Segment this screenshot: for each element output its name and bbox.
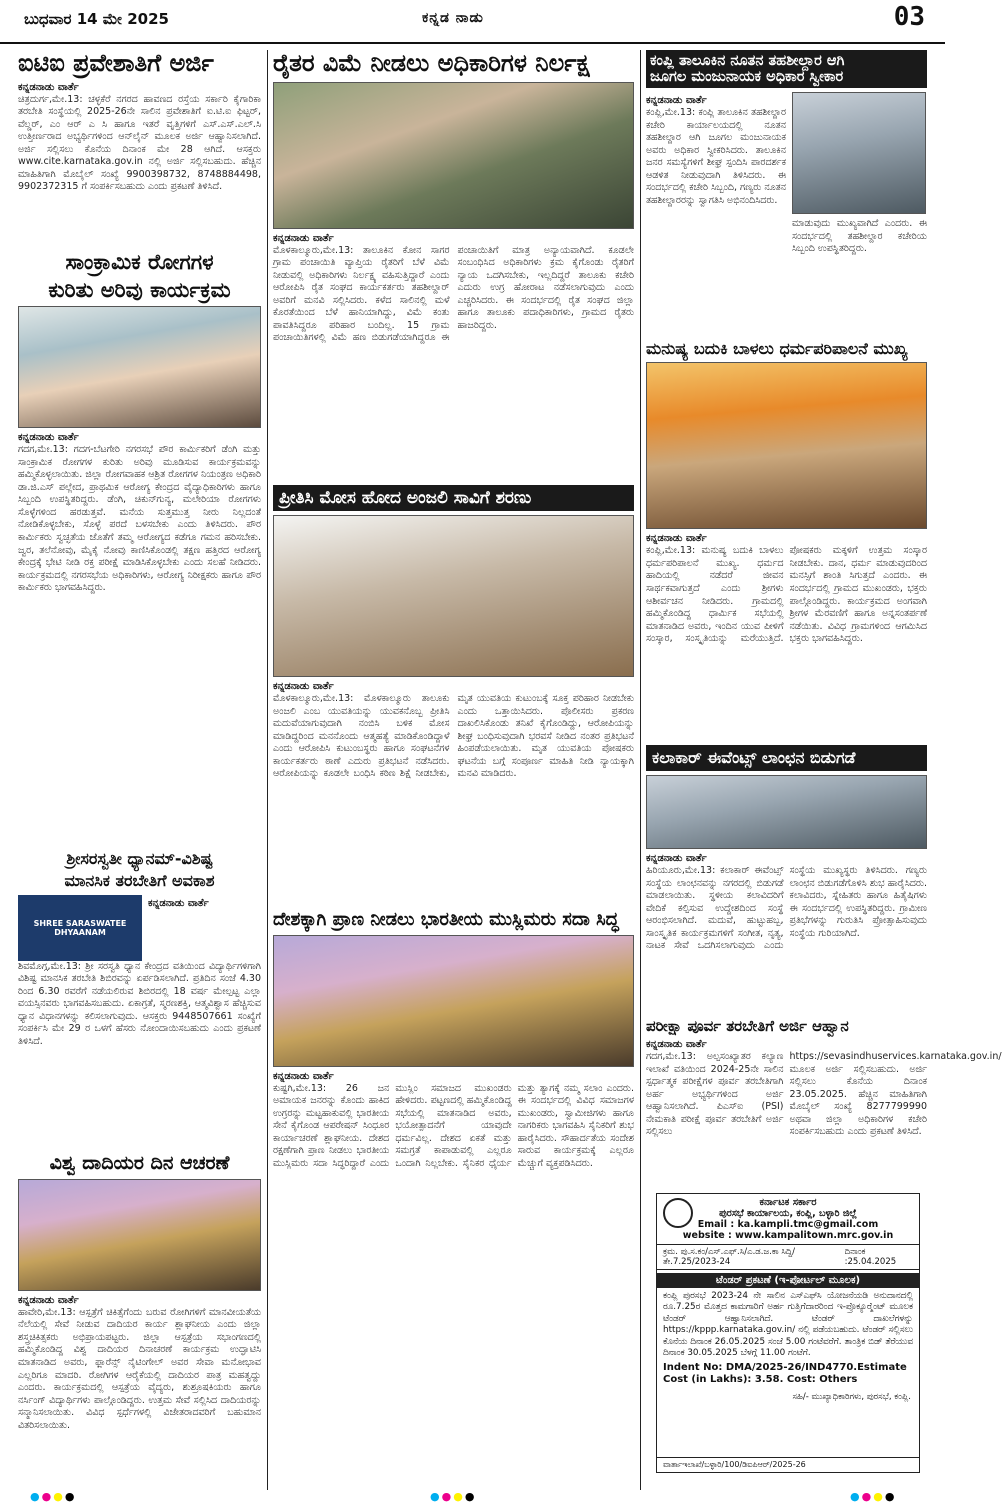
page-header [0, 0, 945, 44]
headline: ಕಲಾಕಾರ್ ಈವೆಂಟ್ಸ್ ಲಾಂಛನ ಬಿಡುಗಡೆ [646, 745, 927, 771]
article-disease-awareness [18, 250, 261, 820]
article-body: ಹಾವೇರಿ,ಮೇ.13: ಆಸ್ಪತ್ರೆಗೆ ಚಿಕಿತ್ಸೆಗೆಂದು ಬರುವ ರೋಗಿಗಳಿಗೆ ಮಾನವೀಯತೆಯ ನೆಲೆಯಲ್ಲಿ ಸೇವೆ ನೀಡುವ ದಾದಿಯರ ಕಾರ್ಯ ಶ್ಲಾಘನೀಯ ಎಂದು ಜಿಲ್ಲಾ ಶಸ್ತ್ರಚಿಕಿತ್ಸಕರು ಅಭಿಪ್ರಾಯಪಟ್ಟರು. ಜಿಲ್ಲಾ ಆಸ್ಪತ್ರೆಯ ಸಭಾಂಗಣದಲ್ಲಿ ಹಮ್ಮಿಕೊಂಡಿದ್ದ ವಿಶ್ವ ದಾದಿಯರ ದಿನಾಚರಣೆ ಕಾರ್ಯಕ್ರಮ ಉದ್ಘಾಟಿಸಿ ಮಾತನಾಡಿದ ಅವರು, ಫ್ಲಾರೆನ್ಸ್ ನೈಟಿಂಗೇಲ್ ಅವರ ಸೇವಾ ಮನೋಭಾವ ಎಲ್ಲರಿಗೂ ಮಾದರಿ. ರೋಗಿಗಳ ಆರೈಕೆಯಲ್ಲಿ ದಾದಿಯರ ಪಾತ್ರ ಮಹತ್ವದ್ದು ಎಂದರು. ಕಾರ್ಯಕ್ರಮದಲ್ಲಿ ಆಸ್ಪತ್ರೆಯ ವೈದ್ಯರು, ಶುಶ್ರೂಷಕಿಯರು ಹಾಗೂ ನರ್ಸಿಂಗ್ ವಿದ್ಯಾರ್ಥಿಗಳು ಪಾಲ್ಗೊಂಡಿದ್ದರು. ಉತ್ತಮ ಸೇವೆ ಸಲ್ಲಿಸಿದ ದಾದಿಯರನ್ನು ಸನ್ಮಾನಿಸಲಾಯಿತು. ವಿವಿಧ ಸ್ಪರ್ಧೆಗಳಲ್ಲಿ ವಿಜೇತರಾದವರಿಗೆ ಬಹುಮಾನ ವಿತರಿಸಲಾಯಿತು. [18, 1306, 261, 1431]
ad-notice-title: ಟೆಂಡರ್ ಪ್ರಕಟಣೆ (ಇ-ಪೋರ್ಟಲ್ ಮೂಲಕ) [657, 1273, 919, 1288]
article-body: ಕಂಪ್ಲಿ,ಮೇ.13: ಮನುಷ್ಯ ಬದುಕಿ ಬಾಳಲು ಧರ್ಮಪರಿಪಾಲನೆ ಮುಖ್ಯ. ಧರ್ಮದ ಹಾದಿಯಲ್ಲಿ ನಡೆದರೆ ಜೀವನ ಸಾರ್ಥಕವಾಗುತ್ತದೆ ಎಂದು ಶ್ರೀಗಳು ಆಶೀರ್ವಚನ ನೀಡಿದರು. ಗ್ರಾಮದಲ್ಲಿ ಹಮ್ಮಿಕೊಂಡಿದ್ದ ಧಾರ್ಮಿಕ ಸಭೆಯಲ್ಲಿ ಮಾತನಾಡಿದ ಅವರು, ಇಂದಿನ ಯುವ ಪೀಳಿಗೆ ಸಂಸ್ಕಾರ, ಸಂಸ್ಕೃತಿಯನ್ನು ಮರೆಯುತ್ತಿದೆ. ಪೋಷಕರು ಮಕ್ಕಳಿಗೆ ಉತ್ತಮ ಸಂಸ್ಕಾರ ನೀಡಬೇಕು. ದಾನ, ಧರ್ಮ ಮಾಡುವುದರಿಂದ ಮನಸ್ಸಿಗೆ ಶಾಂತಿ ಸಿಗುತ್ತದೆ ಎಂದರು. ಈ ಸಂದರ್ಭದಲ್ಲಿ ಗ್ರಾಮದ ಮುಖಂಡರು, ಭಕ್ತರು ಪಾಲ್ಗೊಂಡಿದ್ದರು. ಕಾರ್ಯಕ್ರಮದ ಅಂಗವಾಗಿ ಶ್ರೀಗಳ ಮೆರವಣಿಗೆ ಹಾಗೂ ಅನ್ನಸಂತರ್ಪಣೆ ನಡೆಯಿತು. ವಿವಿಧ ಗ್ರಾಮಗಳಿಂದ ಆಗಮಿಸಿದ ಭಕ್ತರು ಭಾಗವಹಿಸಿದ್ದರು. [646, 545, 927, 645]
article-body: ಶಿವಮೊಗ್ಗ,ಮೇ.13: ಶ್ರೀ ಸರಸ್ವತಿ ಧ್ಯಾನ ಕೇಂದ್ರದ ವತಿಯಿಂದ ವಿದ್ಯಾರ್ಥಿಗಳಿಗಾಗಿ ವಿಶಿಷ್ಟ ಮಾನಸಿಕ ತರಬೇತಿ ಶಿಬಿರವನ್ನು ಏರ್ಪಡಿಸಲಾಗಿದೆ. ಪ್ರತಿದಿನ ಸಂಜೆ 4.30 ರಿಂದ 6.30 ರವರೆಗೆ ನಡೆಯಲಿರುವ ಶಿಬಿರದಲ್ಲಿ 18 ವರ್ಷ ಮೇಲ್ಪಟ್ಟ ಎಲ್ಲಾ ವಯಸ್ಸಿನವರು ಭಾಗವಹಿಸಬಹುದು. ಏಕಾಗ್ರತೆ, ಸ್ಮರಣಶಕ್ತಿ, ಆತ್ಮವಿಶ್ವಾಸ ಹೆಚ್ಚಿಸುವ ಧ್ಯಾನ ವಿಧಾನಗಳನ್ನು ಕಲಿಸಲಾಗುವುದು. ಆಸಕ್ತರು 9448507661 ಸಂಖ್ಯೆಗೆ ಸಂಪರ್ಕಿಸಿ ಮೇ 29 ರ ಒಳಗೆ ಹೆಸರು ನೋಂದಾಯಿಸಬಹುದು ಎಂದು ಪ್ರಕಟಣೆ ತಿಳಿಸಿದೆ. [18, 960, 261, 1047]
headline [646, 50, 927, 88]
article-body: ಹಿರಿಯೂರು,ಮೇ.13: ಕಲಾಕಾರ್ ಈವೆಂಟ್ಸ್ ಸಂಸ್ಥೆಯ ಲಾಂಛನವನ್ನು ನಗರದಲ್ಲಿ ಬಿಡುಗಡೆ ಮಾಡಲಾಯಿತು. ಸ್ಥಳೀಯ ಕಲಾವಿದರಿಗೆ ವೇದಿಕೆ ಕಲ್ಪಿಸುವ ಉದ್ದೇಶದಿಂದ ಸಂಸ್ಥೆ ಆರಂಭಿಸಲಾಗಿದೆ. ಮದುವೆ, ಹುಟ್ಟುಹಬ್ಬ, ಸಾಂಸ್ಕೃತಿಕ ಕಾರ್ಯಕ್ರಮಗಳಿಗೆ ಸಂಗೀತ, ನೃತ್ಯ, ನಾಟಕ ಸೇವೆ ಒದಗಿಸಲಾಗುವುದು ಎಂದು ಸಂಸ್ಥೆಯ ಮುಖ್ಯಸ್ಥರು ತಿಳಿಸಿದರು. ಗಣ್ಯರು ಲಾಂಛನ ಬಿಡುಗಡೆಗೊಳಿಸಿ ಶುಭ ಹಾರೈಸಿದರು. ಕಲಾವಿದರು, ಸ್ನೇಹಿತರು ಹಾಗೂ ಹಿತೈಷಿಗಳು ಈ ಸಂದರ್ಭದಲ್ಲಿ ಉಪಸ್ಥಿತರಿದ್ದರು. ಗ್ರಾಮೀಣ ಪ್ರತಿಭೆಗಳನ್ನು ಗುರುತಿಸಿ ಪ್ರೋತ್ಸಾಹಿಸುವುದು ಸಂಸ್ಥೆಯ ಗುರಿಯಾಗಿದೆ. [646, 865, 927, 952]
byline: ಕನ್ನಡನಾಡು ವಾರ್ತೆ [273, 681, 334, 692]
ad-office: ಪುರಸಭೆ ಕಾರ್ಯಾಲಯ, ಕಂಪ್ಲಿ, ಬಳ್ಳಾರಿ ಜಿಲ್ಲೆ [719, 1208, 857, 1219]
newspaper-name: ಕನ್ನಡ ನಾಡು [422, 10, 484, 26]
ad-reference-row [657, 1244, 919, 1270]
article-iti-admission [18, 50, 261, 245]
article-body: ಮೊಳಕಾಲ್ಮೂರು,ಮೇ.13: ಮೊಳಕಾಲ್ಮೂರು ತಾಲೂಕು ಅಂಜಲಿ ಎಂಬ ಯುವತಿಯನ್ನು ಯುವಕನೊಬ್ಬ ಪ್ರೀತಿಸಿ ಮದುವೆಯಾಗುವುದಾಗಿ ನಂಬಿಸಿ ಬಳಿಕ ಮೋಸ ಮಾಡಿದ್ದರಿಂದ ಮನನೊಂದು ಆತ್ಮಹತ್ಯೆ ಮಾಡಿಕೊಂಡಿದ್ದಾಳೆ ಎಂದು ಆರೋಪಿಸಿ ಕುಟುಂಬಸ್ಥರು ಹಾಗೂ ಸಂಘಟನೆಗಳ ಕಾರ್ಯಕರ್ತರು ಠಾಣೆ ಎದುರು ಪ್ರತಿಭಟನೆ ನಡೆಸಿದರು. ಆರೋಪಿಯನ್ನು ಕೂಡಲೇ ಬಂಧಿಸಿ ಕಠಿಣ ಶಿಕ್ಷೆ ನೀಡಬೇಕು, ಮೃತ ಯುವತಿಯ ಕುಟುಂಬಕ್ಕೆ ಸೂಕ್ತ ಪರಿಹಾರ ನೀಡಬೇಕು ಎಂದು ಒತ್ತಾಯಿಸಿದರು. ಪೊಲೀಸರು ಪ್ರಕರಣ ದಾಖಲಿಸಿಕೊಂಡು ತನಿಖೆ ಕೈಗೊಂಡಿದ್ದು, ಆರೋಪಿಯನ್ನು ಶೀಘ್ರ ಬಂಧಿಸುವುದಾಗಿ ಭರವಸೆ ನೀಡಿದ ನಂತರ ಪ್ರತಿಭಟನೆ ಹಿಂಪಡೆಯಲಾಯಿತು. ಮೃತ ಯುವತಿಯ ಪೋಷಕರು ಘಟನೆಯ ಬಗ್ಗೆ ಸಂಪೂರ್ಣ ಮಾಹಿತಿ ನೀಡಿ ನ್ಯಾಯಕ್ಕಾಗಿ ಮನವಿ ಮಾಡಿದರು. [273, 693, 634, 780]
headline-line2: ಕುರಿತು ಅರಿವು ಕಾರ್ಯಕ್ರಮ [48, 278, 231, 303]
byline: ಕನ್ನಡನಾಡು ವಾರ್ತೆ [273, 232, 334, 244]
byline: ಕನ್ನಡನಾಡು ವಾರ್ತೆ [646, 95, 707, 106]
article-saraswati-dhyanam [18, 850, 261, 1150]
article-farmers-insurance [273, 50, 634, 480]
column-divider [640, 50, 641, 1490]
protest-photo [273, 82, 634, 229]
headline-line2: ಜೂಗಲ ಮಂಜುನಾಯಕ ಅಧಿಕಾರ ಸ್ವೀಕಾರ [650, 69, 844, 85]
headline-line1: ಕಂಪ್ಲಿ ತಾಲೂಕಿನ ನೂತನ ತಹಶೀಲ್ದಾರ ಆಗಿ [650, 53, 845, 69]
ad-email: Email : ka.kampli.tmc@gmail.com [697, 1219, 879, 1230]
ad-ref-number: ಕ್ರಮ. ಪು.ಸ.ಕಂ/ಎಸ್.ಎಫ್.ಸಿ/ಎ.ಡ.ಜ.ಕಾ ಸಿದ್ದಿ/ತೇ.7.25/2023-24 [663, 1247, 795, 1267]
portrait-photo [792, 92, 926, 214]
article-kalakar-events [646, 745, 927, 1010]
photo-caption: ಮಾಡುವುದು ಮುಖ್ಯವಾಗಿದೆ ಎಂದರು. ಈ ಸಂದರ್ಭದಲ್ಲಿ ತಹಶೀಲ್ದಾರ ಕಚೇರಿಯ ಸಿಬ್ಬಂದಿ ಉಪಸ್ಥಿತರಿದ್ದರು. [792, 218, 927, 255]
ad-signature: ಸಹಿ/- ಮುಖ್ಯಾಧಿಕಾರಿಗಳು, ಪುರಸಭೆ, ಕಂಪ್ಲಿ. [792, 1391, 911, 1402]
headline-line2: ಮಾನಸಿಕ ತರಬೇತಿಗೆ ಅವಕಾಶ [64, 871, 215, 891]
registration-marks: ●●●● [30, 1490, 77, 1503]
article-muslims-ready [273, 910, 634, 1490]
registration-marks: ●●●● [430, 1490, 477, 1503]
ad-body: ಕಂಪ್ಲಿ ಪುರಸಭೆ 2023-24 ನೇ ಸಾಲಿನ ಎಸ್‍ಎಫ್‍ಸಿ ಯೋಜನೆಯಡಿ ಅನುದಾನದಲ್ಲಿ ರೂ.7.25ರ ಮೊತ್ತದ ಕಾಮಗಾರಿಗೆ ಅರ್ಹ ಗುತ್ತಿಗೆದಾರರಿಂದ ಇ-ಪ್ರೊಕ್ಯೂರ್‍ಮೆಂಟ್ ಮೂಲಕ ಟೆಂಡರ್ ಆಹ್ವಾನಿಸಲಾಗಿದೆ. ಟೆಂಡರ್ ದಾಖಲೆಗಳನ್ನು https://kppp.karnataka.gov.in/ ನಲ್ಲಿ ಪಡೆಯಬಹುದು. ಟೆಂಡರ್ ಸಲ್ಲಿಸಲು ಕೊನೆಯ ದಿನಾಂಕ 26.05.2025 ಸಂಜೆ 5.00 ಗಂಟೆವರೆಗೆ. ತಾಂತ್ರಿಕ ಬಿಡ್ ತೆರೆಯುವ ದಿನಾಂಕ 30.05.2025 ಬೆಳಗ್ಗೆ 11.00 ಗಂಟೆಗೆ. [663, 1291, 913, 1359]
course-banner: SHREE SARASWATEE DHYAANAM [18, 895, 142, 961]
article-new-tahsildar [646, 50, 927, 335]
headline: ದೇಶಕ್ಕಾಗಿ ಪ್ರಾಣ ನೀಡಲು ಭಾರತೀಯ ಮುಸ್ಲಿಮರು ಸದಾ ಸಿದ್ಧ [273, 909, 619, 930]
headline-line1: ಶ್ರೀಸರಸ್ವತೀ ಧ್ಯಾನಮ್-ವಿಶಿಷ್ಟ [66, 849, 213, 868]
column-divider [267, 50, 268, 1490]
headline: ಪ್ರೀತಿಸಿ ಮೋಸ ಹೋದ ಅಂಜಲಿ ಸಾವಿಗೆ ಶರಣು [273, 485, 634, 511]
article-body: ಗದಗ,ಮೇ.13: ಗದಗ-ಬೆಟಗೇರಿ ನಗರಸಭೆ ಪೌರ ಕಾರ್ಮಿಕರಿಗೆ ಡೆಂಗಿ ಮತ್ತು ಸಾಂಕ್ರಾಮಿಕ ರೋಗಗಳ ಕುರಿತು ಅರಿವು ಮೂಡಿಸುವ ಕಾರ್ಯಕ್ರಮವನ್ನು ಹಮ್ಮಿಕೊಳ್ಳಲಾಯಿತು. ಜಿಲ್ಲಾ ರೋಗವಾಹಕ ಆಶ್ರಿತ ರೋಗಗಳ ನಿಯಂತ್ರಣ ಅಧಿಕಾರಿ ಡಾ.ಜಿ.ಎಸ್ ಪಲ್ಲೇದ, ಪ್ರಾಥಮಿಕ ಆರೋಗ್ಯ ಕೇಂದ್ರದ ವೈದ್ಯಾಧಿಕಾರಿಗಳು ಹಾಗೂ ಸಿಬ್ಬಂದಿ ಉಪಸ್ಥಿತರಿದ್ದರು. ಡೆಂಗಿ, ಚಿಕುನ್‍ಗುನ್ಯ, ಮಲೇರಿಯಾ ರೋಗಗಳು ಸೊಳ್ಳೆಗಳಿಂದ ಹರಡುತ್ತವೆ. ಮನೆಯ ಸುತ್ತಮುತ್ತ ನೀರು ನಿಲ್ಲದಂತೆ ನೋಡಿಕೊಳ್ಳಬೇಕು, ಸೊಳ್ಳೆ ಪರದೆ ಬಳಸಬೇಕು ಎಂದು ತಿಳಿಸಿದರು. ಪೌರ ಕಾರ್ಮಿಕರು ಸ್ವಚ್ಛತೆಯ ಜೊತೆಗೆ ತಮ್ಮ ಆರೋಗ್ಯದ ಕಡೆಗೂ ಗಮನ ಹರಿಸಬೇಕು. ಜ್ವರ, ತಲೆನೋವು, ಮೈಕೈ ನೋವು ಕಾಣಿಸಿಕೊಂಡಲ್ಲಿ ತಕ್ಷಣ ಹತ್ತಿರದ ಆರೋಗ್ಯ ಕೇಂದ್ರಕ್ಕೆ ಭೇಟಿ ನೀಡಿ ರಕ್ತ ಪರೀಕ್ಷೆ ಮಾಡಿಸಿಕೊಳ್ಳಬೇಕು ಎಂದು ಸಲಹೆ ನೀಡಿದರು. ಕಾರ್ಯಕ್ರಮದಲ್ಲಿ ನಗರಸಭೆಯ ಅಧಿಕಾರಿಗಳು, ಆರೋಗ್ಯ ನಿರೀಕ್ಷಕರು ಹಾಗೂ ಪೌರ ಕಾರ್ಮಿಕರು ಭಾಗವಹಿಸಿದ್ದರು. [18, 444, 261, 594]
government-seal-icon [663, 1198, 693, 1228]
page-number: 03 [893, 2, 925, 32]
headline-line1: ಸಾಂಕ್ರಾಮಿಕ ರೋಗಗಳ [65, 250, 214, 274]
headline: ಐಟಿಐ ಪ್ರವೇಶಾತಿಗೆ ಅರ್ಜಿ [18, 49, 214, 77]
byline: ಕನ್ನಡನಾಡು ವಾರ್ತೆ [646, 1039, 707, 1051]
byline: ಕನ್ನಡನಾಡು ವಾರ್ತೆ [148, 897, 209, 909]
event-photo [646, 362, 927, 529]
article-body: ಚಿತ್ರದುರ್ಗ,ಮೇ.13: ಚಳ್ಳಕೆರೆ ನಗರದ ಹಾವಣದ ರಸ್ತೆಯ ಸರ್ಕಾರಿ ಕೈಗಾರಿಕಾ ತರಬೇತಿ ಸಂಸ್ಥೆಯಲ್ಲಿ 2025-26ನೇ ಸಾಲಿನ ಪ್ರವೇಶಾತಿಗೆ ಐ.ಟಿ.ಐ ಫಿಟ್ಟರ್, ವೆಲ್ಡರ್, ಎಂ ಆರ್ ಎ ಸಿ ಹಾಗೂ ಇತರೆ ವೃತ್ತಿಗಳಿಗೆ ಎಸ್.ಎಸ್.ಎಲ್.ಸಿ ಉತ್ತೀರ್ಣರಾದ ಅಭ್ಯರ್ಥಿಗಳಿಂದ ಆನ್‍ಲೈನ್ ಮೂಲಕ ಅರ್ಜಿ ಆಹ್ವಾನಿಸಲಾಗಿದೆ. ಅರ್ಜಿ ಸಲ್ಲಿಸಲು ಕೊನೆಯ ದಿನಾಂಕ ಮೇ 28 ಆಗಿದೆ. ಆಸಕ್ತರು www.cite.karnataka.gov.in ನಲ್ಲಿ ಅರ್ಜಿ ಸಲ್ಲಿಸಬಹುದು. ಹೆಚ್ಚಿನ ಮಾಹಿತಿಗಾಗಿ ಮೊಬೈಲ್ ಸಂಖ್ಯೆ 9900398732, 8748884498, 9902372315 ಗೆ ಸಂಪರ್ಕಿಸಬಹುದು ಎಂದು ಪ್ರಕಟಣೆ ತಿಳಿಸಿದೆ. [18, 93, 261, 193]
ad-footer: ವಾರ್ತಾಇಲಾಖೆ/ಬಳ್ಳಾರಿ/100/ಡಿಐಪಿಆರ್/2025-26 [657, 1457, 919, 1472]
headline: ರೈತರ ವಿಮೆ ನೀಡಲು ಅಧಿಕಾರಿಗಳ ನಿರ್ಲಕ್ಷ [273, 49, 590, 77]
article-body: ಗದಗ,ಮೇ.13: ಅಲ್ಪಸಂಖ್ಯಾತರ ಕಲ್ಯಾಣ ಇಲಾಖೆ ವತಿಯಿಂದ 2024-25ನೇ ಸಾಲಿನ ಸ್ಪರ್ಧಾತ್ಮಕ ಪರೀಕ್ಷೆಗಳ ಪೂರ್ವ ತರಬೇತಿಗಾಗಿ ಅರ್ಹ ಅಭ್ಯರ್ಥಿಗಳಿಂದ ಅರ್ಜಿ ಆಹ್ವಾನಿಸಲಾಗಿದೆ. ಪಿಎಸ್‍ಐ (PSI) ನೇಮಕಾತಿ ಪರೀಕ್ಷೆ ಪೂರ್ವ ತರಬೇತಿಗೆ ಅರ್ಜಿ ಸಲ್ಲಿಸಲು https://sevasindhuservices.karnataka.gov.in/ ಮೂಲಕ ಅರ್ಜಿ ಸಲ್ಲಿಸಬಹುದು. ಅರ್ಜಿ ಸಲ್ಲಿಸಲು ಕೊನೆಯ ದಿನಾಂಕ 23.05.2025. ಹೆಚ್ಚಿನ ಮಾಹಿತಿಗಾಗಿ ಮೊಬೈಲ್ ಸಂಖ್ಯೆ 8277799990 ಅಥವಾ ಜಿಲ್ಲಾ ಅಧಿಕಾರಿಗಳ ಕಚೇರಿ ಸಂಪರ್ಕಿಸಬಹುದು ಎಂದು ಪ್ರಕಟಣೆ ತಿಳಿಸಿದೆ. [646, 1051, 1002, 1138]
article-dharma [646, 340, 927, 740]
issue-date: ಬುಧವಾರ 14 ಮೇ 2025 [24, 10, 169, 28]
ad-government: ಕರ್ನಾಟಕ ಸರ್ಕಾರ [759, 1197, 817, 1208]
event-photo [646, 775, 927, 849]
byline: ಕನ್ನಡನಾಡು ವಾರ್ತೆ [18, 1294, 79, 1306]
byline: ಕನ್ನಡನಾಡು ವಾರ್ತೆ [18, 81, 79, 93]
ad-ref-date: ದಿನಾಂಕ :25.04.2025 [844, 1247, 897, 1267]
byline: ಕನ್ನಡನಾಡು ವಾರ್ತೆ [646, 533, 707, 545]
article-body: ಮೊಳಕಾಲ್ಮೂರು,ಮೇ.13: ತಾಲೂಕಿನ ಕೋನ ಸಾಗರ ಗ್ರಾಮ ಪಂಚಾಯಿತಿ ವ್ಯಾಪ್ತಿಯ ರೈತರಿಗೆ ಬೆಳೆ ವಿಮೆ ನೀಡುವಲ್ಲಿ ಅಧಿಕಾರಿಗಳು ನಿರ್ಲಕ್ಷ್ಯ ವಹಿಸುತ್ತಿದ್ದಾರೆ ಎಂದು ಆರೋಪಿಸಿ ರೈತ ಸಂಘದ ಕಾರ್ಯಕರ್ತರು ತಹಶೀಲ್ದಾರ್ ಅವರಿಗೆ ಮನವಿ ಸಲ್ಲಿಸಿದರು. ಕಳೆದ ಸಾಲಿನಲ್ಲಿ ಮಳೆ ಕೊರತೆಯಿಂದ ಬೆಳೆ ಹಾನಿಯಾಗಿದ್ದು, ವಿಮೆ ಕಂತು ಪಾವತಿಸಿದ್ದರೂ ಪರಿಹಾರ ಬಂದಿಲ್ಲ. 15 ಗ್ರಾಮ ಪಂಚಾಯಿತಿಗಳಲ್ಲಿ ವಿಮೆ ಹಣ ಬಿಡುಗಡೆಯಾಗಿದ್ದರೂ ಈ ಪಂಚಾಯಿತಿಗೆ ಮಾತ್ರ ಅನ್ಯಾಯವಾಗಿದೆ. ಕೂಡಲೇ ಸಂಬಂಧಿಸಿದ ಅಧಿಕಾರಿಗಳು ಕ್ರಮ ಕೈಗೊಂಡು ರೈತರಿಗೆ ನ್ಯಾಯ ಒದಗಿಸಬೇಕು, ಇಲ್ಲದಿದ್ದರೆ ತಾಲೂಕು ಕಚೇರಿ ಎದುರು ಉಗ್ರ ಹೋರಾಟ ನಡೆಸಲಾಗುವುದು ಎಂದು ಎಚ್ಚರಿಸಿದರು. ಈ ಸಂದರ್ಭದಲ್ಲಿ ರೈತ ಸಂಘದ ಜಿಲ್ಲಾ ಹಾಗೂ ತಾಲೂಕು ಪದಾಧಿಕಾರಿಗಳು, ಗ್ರಾಮದ ರೈತರು ಹಾಜರಿದ್ದರು. [273, 244, 634, 344]
article-exam-coaching [646, 1017, 1002, 1188]
registration-marks: ●●●● [850, 1490, 897, 1503]
event-photo [18, 306, 261, 428]
protest-photo [273, 515, 634, 677]
article-body: ಕುಷ್ಟಗಿ,ಮೇ.13: 26 ಜನ ಅಮಾಯಕ ಜನರನ್ನು ಕೊಂದು ಹಾಕಿದ ಉಗ್ರರನ್ನು ಮಟ್ಟಹಾಕುವಲ್ಲಿ ಭಾರತೀಯ ಸೇನೆ ಕೈಗೊಂಡ ಆಪರೇಷನ್ ಸಿಂಧೂರ ಕಾರ್ಯಾಚರಣೆ ಶ್ಲಾಘನೀಯ. ದೇಶದ ರಕ್ಷಣೆಗಾಗಿ ಪ್ರಾಣ ನೀಡಲು ಭಾರತೀಯ ಮುಸ್ಲಿಮರು ಸದಾ ಸಿದ್ಧರಿದ್ದಾರೆ ಎಂದು ಮುಸ್ಲಿಂ ಸಮಾಜದ ಮುಖಂಡರು ಹೇಳಿದರು. ಪಟ್ಟಣದಲ್ಲಿ ಹಮ್ಮಿಕೊಂಡಿದ್ದ ಸಭೆಯಲ್ಲಿ ಮಾತನಾಡಿದ ಅವರು, ಭಯೋತ್ಪಾದನೆಗೆ ಯಾವುದೇ ಧರ್ಮವಿಲ್ಲ. ದೇಶದ ಏಕತೆ ಮತ್ತು ಸಮಗ್ರತೆ ಕಾಪಾಡುವಲ್ಲಿ ಎಲ್ಲರೂ ಒಂದಾಗಿ ನಿಲ್ಲಬೇಕು. ಸೈನಿಕರ ಧೈರ್ಯ ಮತ್ತು ತ್ಯಾಗಕ್ಕೆ ನಮ್ಮ ಸಲಾಂ ಎಂದರು. ಈ ಸಂದರ್ಭದಲ್ಲಿ ವಿವಿಧ ಸಮಾಜಗಳ ಮುಖಂಡರು, ಸ್ವಾಮೀಜಿಗಳು ಹಾಗೂ ನಾಗರಿಕರು ಭಾಗವಹಿಸಿ ಸೈನಿಕರಿಗೆ ಶುಭ ಹಾರೈಸಿದರು. ಸೌಹಾರ್ದತೆಯ ಸಂದೇಶ ಸಾರುವ ಕಾರ್ಯಕ್ರಮಕ್ಕೆ ಎಲ್ಲರೂ ಮೆಚ್ಚುಗೆ ವ್ಯಕ್ತಪಡಿಸಿದರು. [273, 1082, 634, 1169]
event-photo [18, 1179, 261, 1291]
byline: ಕನ್ನಡನಾಡು ವಾರ್ತೆ [646, 853, 707, 864]
byline: ಕನ್ನಡನಾಡು ವಾರ್ತೆ [18, 432, 79, 444]
headline: ವಿಶ್ವ ದಾದಿಯರ ದಿನ ಆಚರಣೆ [49, 1152, 230, 1174]
headline: ಮನುಷ್ಯ ಬದುಕಿ ಬಾಳಲು ಧರ್ಮಪರಿಪಾಲನೆ ಮುಖ್ಯ [646, 339, 908, 358]
article-body: ಕಂಪ್ಲಿ,ಮೇ.13: ಕಂಪ್ಲಿ ತಾಲೂಕಿನ ತಹಶೀಲ್ದಾರ ಕಚೇರಿ ಕಾರ್ಯಾಲಯದಲ್ಲಿ ನೂತನ ತಹಶೀಲ್ದಾರ ಆಗಿ ಜೂಗಲ ಮಂಜುನಾಯಕ ಅವರು ಅಧಿಕಾರ ಸ್ವೀಕರಿಸಿದರು. ತಾಲೂಕಿನ ಜನರ ಸಮಸ್ಯೆಗಳಿಗೆ ಶೀಘ್ರ ಸ್ಪಂದಿಸಿ ಪಾರದರ್ಶಕ ಆಡಳಿತ ನೀಡುವುದಾಗಿ ತಿಳಿಸಿದರು. ಈ ಸಂದರ್ಭದಲ್ಲಿ ಕಚೇರಿ ಸಿಬ್ಬಂದಿ, ಗಣ್ಯರು ನೂತನ ತಹಶೀಲ್ದಾರರನ್ನು ಸ್ವಾಗತಿಸಿ ಅಭಿನಂದಿಸಿದರು. [646, 107, 786, 206]
byline: ಕನ್ನಡನಾಡು ವಾರ್ತೆ [273, 1070, 334, 1082]
article-nurses-day [18, 1153, 261, 1493]
event-photo [273, 935, 634, 1067]
tender-advertisement [656, 1193, 920, 1473]
article-anjali-suicide [273, 485, 634, 905]
headline: ಪರೀಕ್ಷಾ ಪೂರ್ವ ತರಬೇತಿಗೆ ಅರ್ಜಿ ಆಹ್ವಾನ [646, 1017, 849, 1035]
ad-indent: Indent No: DMA/2025-26/IND4770.Estimate Cost (in Lakhs): 3.58. Cost: Others [663, 1361, 907, 1386]
ad-website: website : www.kampalitown.mrc.gov.in [682, 1230, 894, 1241]
